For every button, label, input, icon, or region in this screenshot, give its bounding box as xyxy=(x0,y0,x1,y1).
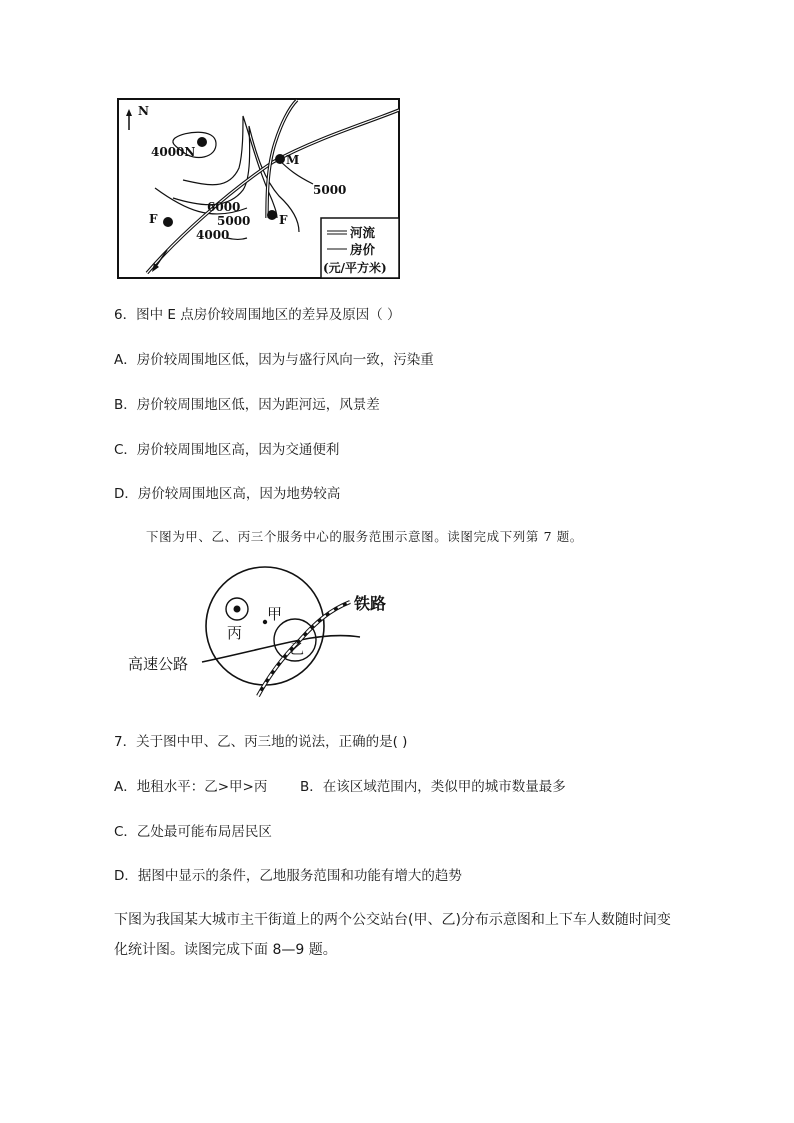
legend-price: 房价 xyxy=(350,242,376,257)
contour-label-4000n: 4000N xyxy=(151,145,196,159)
contour-label-6000: 6000 xyxy=(207,200,241,214)
point-label-f-left: F xyxy=(149,212,158,226)
legend-unit: (元/平方米) xyxy=(323,261,387,275)
q6-stem: 6．图中 E 点房价较周围地区的差异及原因（ ） xyxy=(114,307,401,323)
railway-label: 铁路 xyxy=(354,594,387,613)
highway-label: 高速公路 xyxy=(128,655,189,673)
q6-option-b: B．房价较周围地区低，因为距河远，风景差 xyxy=(114,397,380,413)
contour-label-5000-m: 5000 xyxy=(313,183,347,197)
q6-option-c: C．房价较周围地区高，因为交通便利 xyxy=(114,442,340,458)
q6-option-a: A．房价较周围地区低，因为与盛行风向一致，污染重 xyxy=(114,352,434,368)
point-label-f-right: F xyxy=(279,213,288,227)
jia-label: 甲 xyxy=(267,605,283,623)
q7-intro: 下图为甲、乙、丙三个服务中心的服务范围示意图。读图完成下列第 7 题。 xyxy=(146,529,583,544)
yi-label: 乙 xyxy=(290,642,304,658)
q7-option-d: D．据图中显示的条件，乙地服务范围和功能有增大的趋势 xyxy=(114,868,462,884)
house-price-map xyxy=(117,98,400,279)
q7-option-c: C．乙处最可能布局居民区 xyxy=(114,824,272,840)
point-label-m: M xyxy=(286,153,300,167)
q7-option-a: A．地租水平：乙>甲>丙 xyxy=(114,779,268,795)
legend-river: 河流 xyxy=(350,225,376,240)
contour-label-5000: 5000 xyxy=(217,214,251,228)
service-range-diagram xyxy=(120,560,420,706)
q7-option-b: B．在该区域范围内，类似甲的城市数量最多 xyxy=(300,779,566,795)
point-f-left xyxy=(163,217,173,227)
point-e xyxy=(267,210,277,220)
jia-service-circle xyxy=(206,567,324,685)
point-n xyxy=(197,137,207,147)
q8-intro-line1: 下图为我国某大城市主干街道上的两个公交站台(甲、乙)分布示意图和上下车人数随时间变 xyxy=(114,912,671,928)
q7-stem: 7．关于图中甲、乙、丙三地的说法，正确的是( ) xyxy=(114,734,408,750)
q8-intro-line2: 化统计图。读图完成下面 8—9 题。 xyxy=(114,942,337,958)
point-m xyxy=(275,154,285,164)
contour-label-4000: 4000 xyxy=(196,228,230,242)
bing-point xyxy=(234,606,241,613)
north-label: N xyxy=(138,104,149,118)
bing-label: 丙 xyxy=(227,624,243,642)
q6-option-d: D．房价较周围地区高，因为地势较高 xyxy=(114,486,341,502)
highway xyxy=(202,636,360,662)
